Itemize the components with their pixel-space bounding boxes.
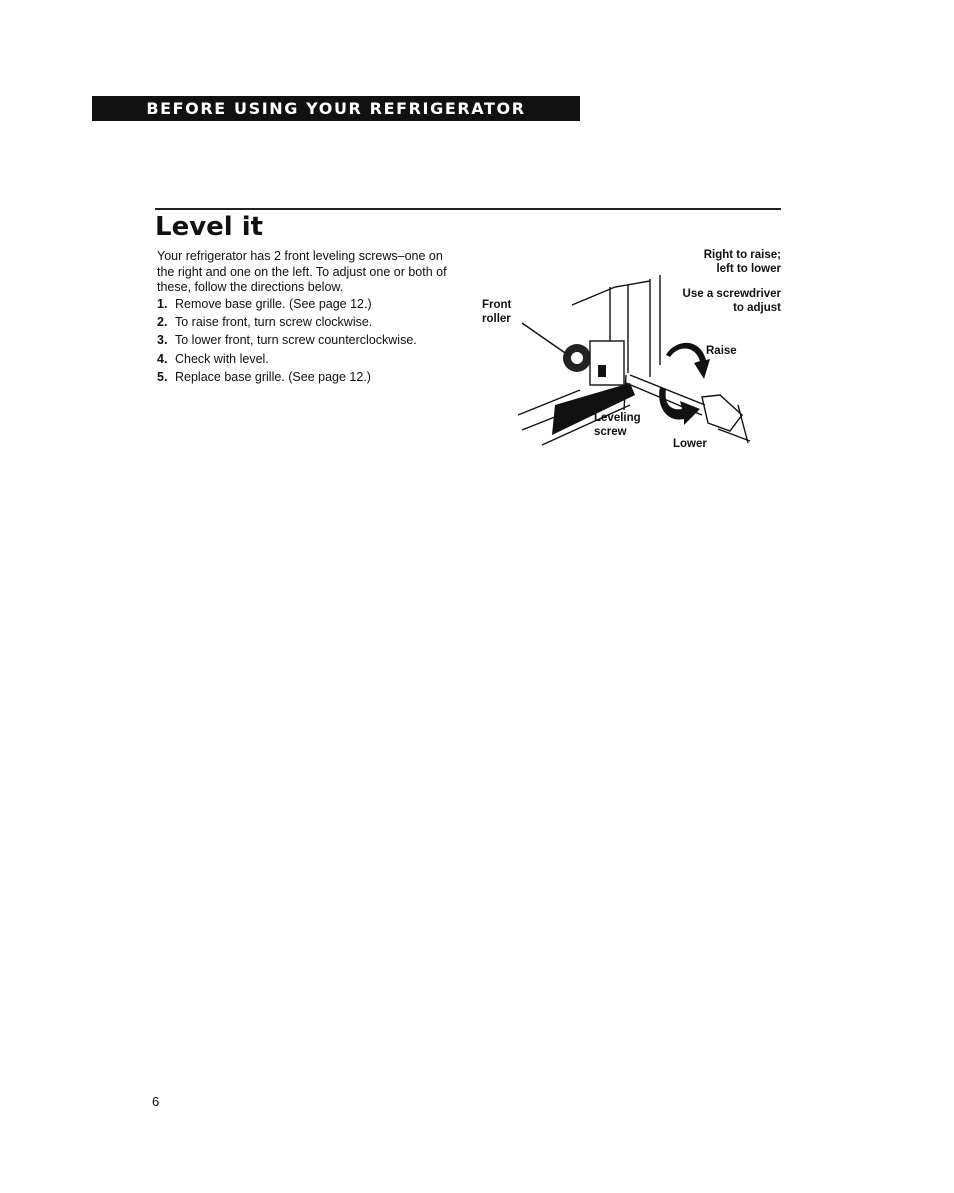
step-number: 5.	[157, 369, 168, 384]
steps-list	[157, 295, 457, 386]
page-number: 6	[152, 1094, 160, 1109]
step-number: 2.	[157, 315, 168, 330]
label-front-roller-line2: roller	[482, 313, 511, 325]
label-front-roller	[482, 298, 511, 326]
label-lower: Lower	[673, 438, 707, 450]
label-front-roller-line1: Front	[482, 299, 512, 311]
intro-paragraph: Your refrigerator has 2 front leveling screws–one on the right and one on the left. To adjust one or both of these, follow the directions below.	[157, 249, 447, 294]
label-leveling-screw	[594, 411, 641, 439]
step-text: To lower front, turn screw counterclockwise.	[175, 333, 417, 348]
step-number: 3.	[157, 333, 168, 348]
list-item	[157, 350, 457, 368]
list-item	[157, 295, 457, 313]
step-text: Check with level.	[175, 351, 269, 366]
list-item	[157, 368, 457, 386]
section-header-banner: BEFORE USING YOUR REFRIGERATOR	[92, 96, 580, 121]
page-title: Level it	[155, 212, 264, 242]
label-leveling-screw-line1: Leveling	[594, 412, 641, 424]
step-text: To raise front, turn screw clockwise.	[175, 315, 373, 330]
label-direction-line2: left to lower	[716, 263, 781, 275]
list-item	[157, 331, 457, 349]
step-number: 1.	[157, 297, 168, 311]
label-tool-line2: to adjust	[733, 302, 781, 314]
label-direction-line1: Right to raise;	[703, 249, 781, 261]
label-leveling-screw-line2: screw	[594, 426, 627, 438]
step-number: 4.	[157, 351, 168, 366]
step-text: Replace base grille. (See page 12.)	[175, 369, 371, 384]
label-tool-line1: Use a screwdriver	[682, 288, 781, 300]
label-tool	[683, 287, 781, 315]
step-text: Remove base grille. (See page 12.)	[175, 297, 372, 311]
label-direction	[704, 248, 781, 276]
list-item	[157, 313, 457, 331]
label-raise: Raise	[706, 345, 737, 357]
